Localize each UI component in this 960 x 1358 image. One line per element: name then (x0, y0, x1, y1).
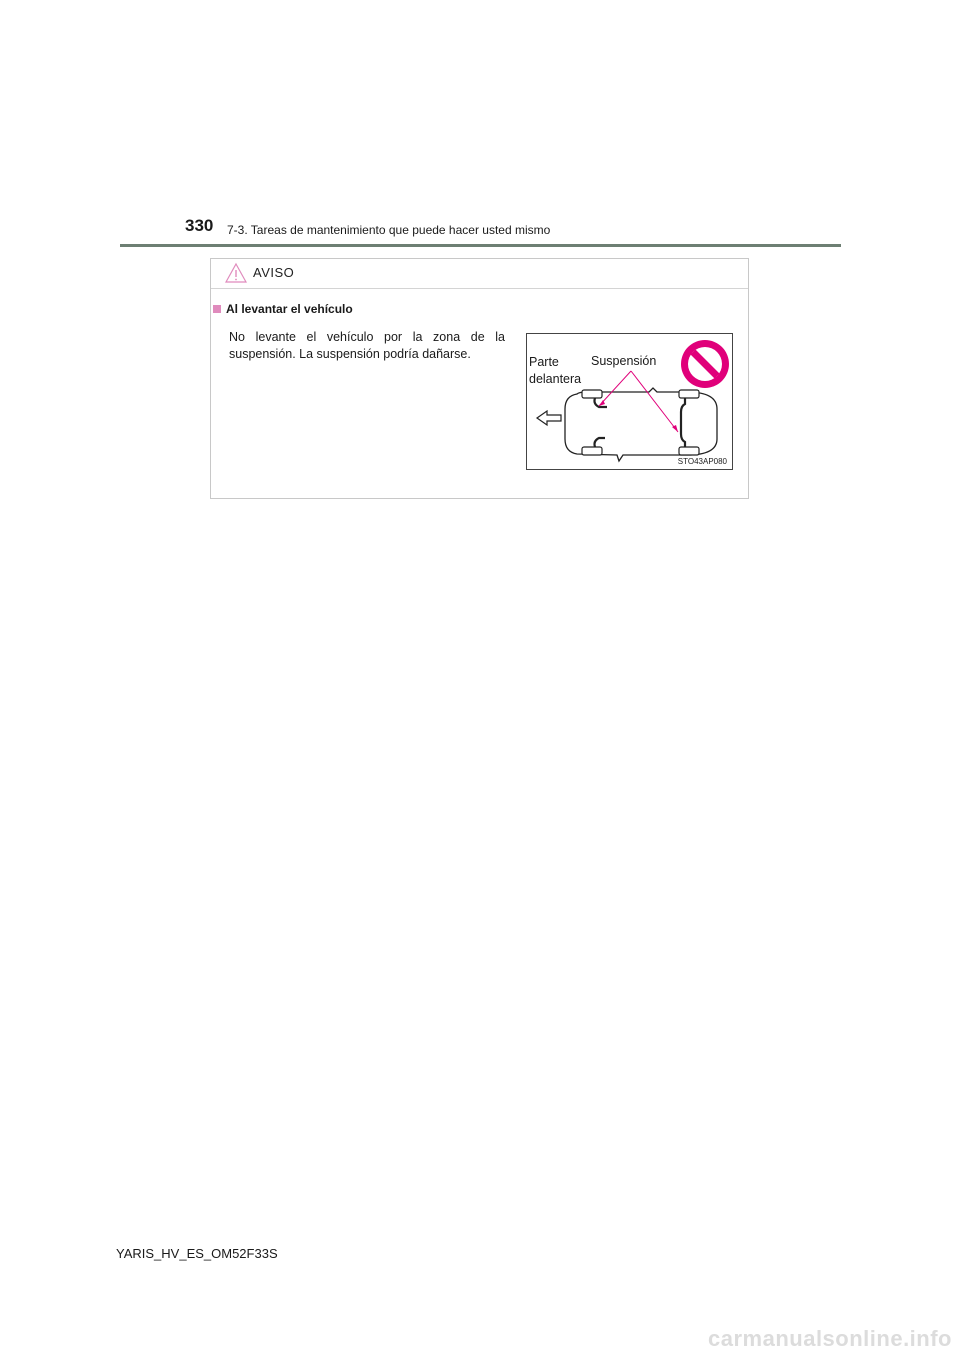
warning-label: AVISO (253, 265, 295, 280)
item-title (213, 302, 353, 316)
wheel-rear-left (679, 390, 699, 398)
wheel-front-right (582, 447, 602, 455)
pointer-line-front (599, 371, 631, 406)
suspension-label: Suspensión (591, 354, 657, 368)
warning-triangle-icon (225, 262, 247, 284)
footer-document-id: YARIS_HV_ES_OM52F33S (116, 1246, 278, 1261)
warning-box (210, 258, 749, 499)
warning-header (211, 259, 748, 289)
figure (526, 333, 733, 470)
bullet-square-icon (213, 305, 221, 313)
no-entry-icon (681, 340, 729, 388)
front-suspension-right (595, 438, 606, 447)
front-label: Parte delantera (529, 354, 587, 388)
header-rule (120, 244, 841, 247)
item-title-text: Al levantar el vehículo (226, 302, 353, 316)
rear-axle-beam (681, 398, 685, 447)
item-body: No levante el vehículo por la zona de la suspensión. La suspensión podría dañarse. (229, 330, 505, 361)
figure-code: STO43AP080 (677, 457, 727, 466)
watermark: carmanualsonline.info (708, 1326, 952, 1351)
wheel-front-left (582, 390, 602, 398)
front-arrow-icon (537, 411, 561, 425)
pointer-line-rear (631, 371, 678, 432)
section-title: 7-3. Tareas de mantenimiento que puede hacer usted mismo (227, 223, 551, 237)
page-number: 330 (185, 216, 214, 235)
wheel-rear-right (679, 447, 699, 455)
